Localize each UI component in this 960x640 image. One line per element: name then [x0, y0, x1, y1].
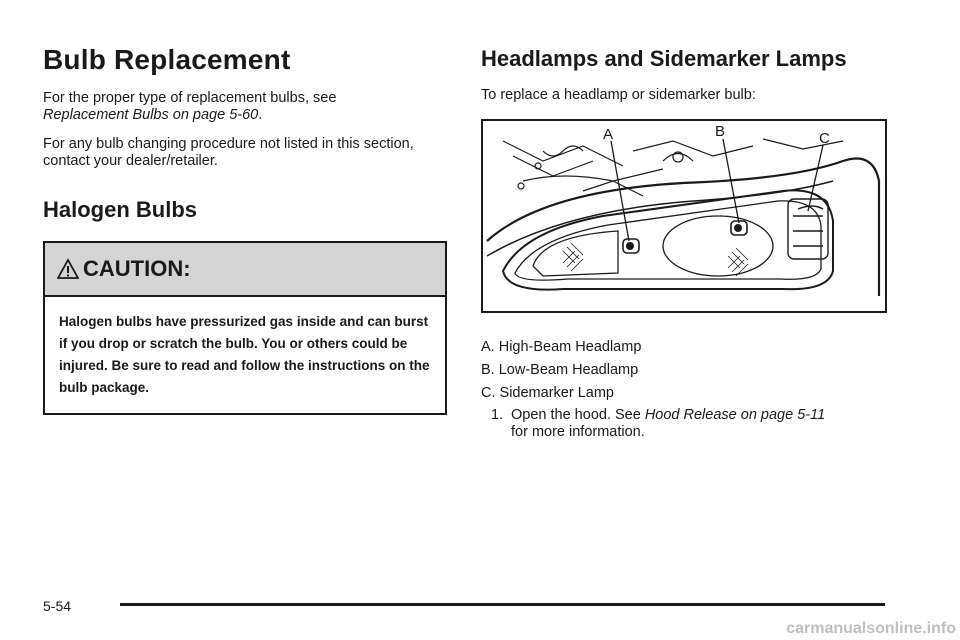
sidemarker-lamp [788, 199, 828, 259]
headlamps-heading: Headlamps and Sidemarker Lamps [481, 46, 847, 71]
halogen-heading: Halogen Bulbs [43, 197, 198, 222]
step-text-end: for more information. [511, 424, 645, 440]
low-beam-bulb [731, 221, 747, 235]
caution-body: Halogen bulbs have pressurized gas inside and can burst if you drop or scratch the bulb. You or others could be injured. Be sure to read and follow the instructions on the bulb package. [59, 314, 430, 395]
caution-header [45, 243, 445, 297]
warning-triangle-icon [57, 258, 79, 280]
page-number: 5-54 [43, 598, 72, 614]
dealer-paragraph: For any bulb changing procedure not listed in this section, contact your dealer/retailer. [43, 136, 414, 169]
label-b: B [715, 123, 726, 140]
legend-item-low-beam: B. Low-Beam Headlamp [481, 362, 639, 378]
intro-paragraph [43, 90, 447, 124]
high-beam-bulb [623, 239, 639, 253]
headlamp-diagram [481, 119, 887, 313]
intro-period: . [258, 107, 263, 123]
engine-bay-lines [503, 139, 843, 196]
watermark: carmanualsonline.info [786, 620, 956, 637]
caution-title: CAUTION: [83, 256, 191, 281]
diagram-legend [481, 336, 886, 405]
left-column [43, 40, 447, 415]
step-text-start: Open the hood. See [511, 407, 645, 423]
legend-item-high-beam: A. High-Beam Headlamp [481, 339, 642, 355]
step-text [511, 407, 825, 441]
replacement-bulbs-link[interactable]: Replacement Bulbs on page 5-60 [43, 107, 259, 123]
reflector-mesh [563, 243, 748, 276]
page-title: Bulb Replacement [43, 44, 291, 75]
caution-box [43, 241, 447, 415]
step-1 [481, 407, 886, 441]
headlamp-intro: To replace a headlamp or sidemarker bulb: [481, 87, 756, 103]
footer-rule [120, 603, 885, 606]
label-c: C [819, 130, 830, 147]
right-column [481, 40, 886, 441]
step-number: 1. [491, 407, 504, 423]
label-a: A [603, 126, 614, 143]
intro-text: For the proper type of replacement bulbs, see [43, 90, 337, 106]
hood-release-link[interactable]: Hood Release on page 5-11 [644, 407, 826, 423]
legend-item-sidemarker: C. Sidemarker Lamp [481, 385, 614, 401]
headlamp-illustration [483, 121, 885, 311]
